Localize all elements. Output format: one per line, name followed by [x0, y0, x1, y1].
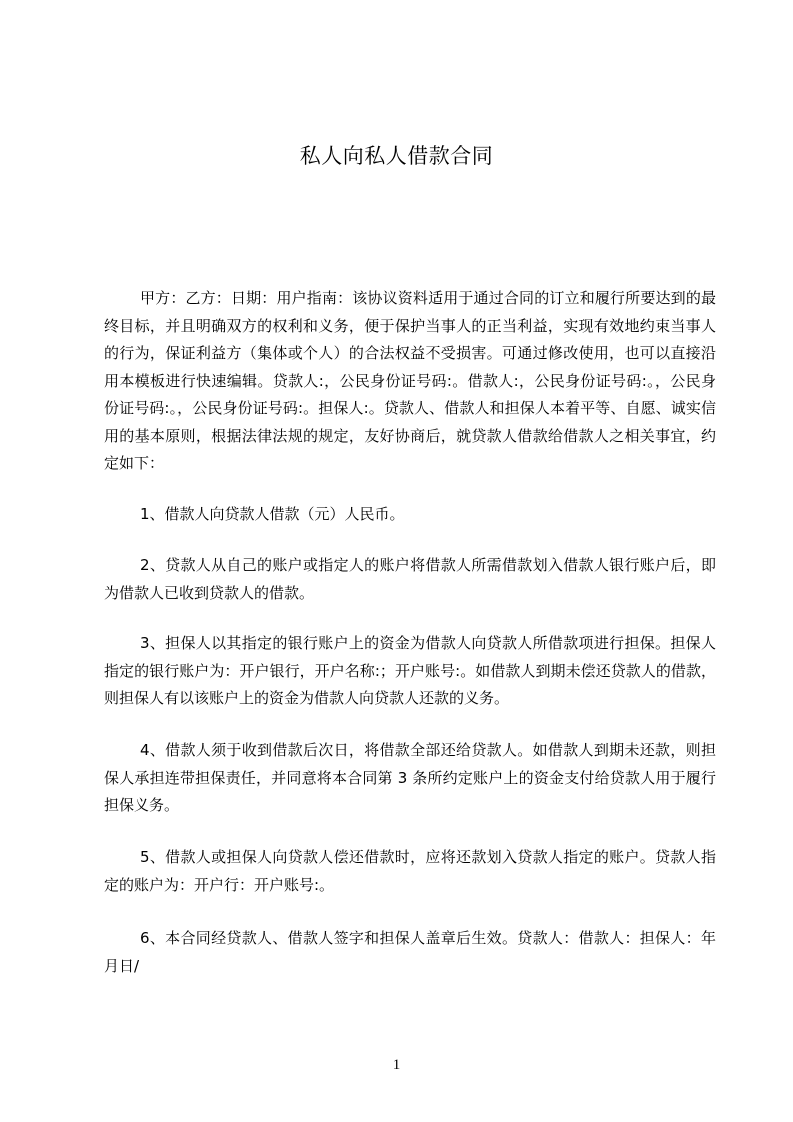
- paragraph-clause-5: 5、借款人或担保人向贷款人偿还借款时，应将还款划入贷款人指定的账户。贷款人指定的账户为：开户行：开户账号:。: [104, 848, 716, 894]
- paragraph-clause-3: 3、担保人以其指定的银行账户上的资金为借款人向贷款人所借款项进行担保。担保人指定的银行账户为：开户银行，开户名称:；开户账号:。如借款人到期未偿还贷款人的借款，则担保人有以该账户上的资金为借款人向贷款人还款的义务。: [104, 634, 716, 707]
- page-number: 1: [392, 1057, 401, 1073]
- paragraph-clause-6: 6、本合同经贷款人、借款人签字和担保人盖章后生效。贷款人：借款人：担保人：年月日/: [104, 929, 716, 975]
- paragraph-clause-2: 2、贷款人从自己的账户或指定人的账户将借款人所需借款划入借款人银行账户后，即为借款人已收到贷款人的借款。: [104, 556, 716, 602]
- page-title: 私人向私人借款合同: [299, 144, 494, 168]
- paragraph-clause-4: 4、借款人须于收到借款后次日，将借款全部还给贷款人。如借款人到期未还款，则担保人承担连带担保责任，并同意将本合同第 3 条所约定账户上的资金支付给贷款人用于履行担保义务。: [104, 741, 716, 814]
- paragraph-preamble: 甲方：乙方：日期：用户指南：该协议资料适用于通过合同的订立和履行所要达到的最终目标，并且明确双方的权利和义务，便于保护当事人的正当利益，实现有效地约束当事人的行为，保证利益方（集体或个人）的合法权益不受损害。可通过修改使用，也可以直接沿用本模板进行快速编辑。贷款人:，公民身份证号码:。借款人:，公民身份证号码:。，公民身份证号码:。，公民身份证号码:。担保人:。贷款人、借款人和担保人本着平等、自愿、诚实信用的基本原则，根据法律法规的规定，友好协商后，就贷款人借款给借款人之相关事宜，约定如下：: [104, 289, 716, 472]
- paragraph-clause-1: 1、借款人向贷款人借款（元）人民币。: [140, 505, 405, 523]
